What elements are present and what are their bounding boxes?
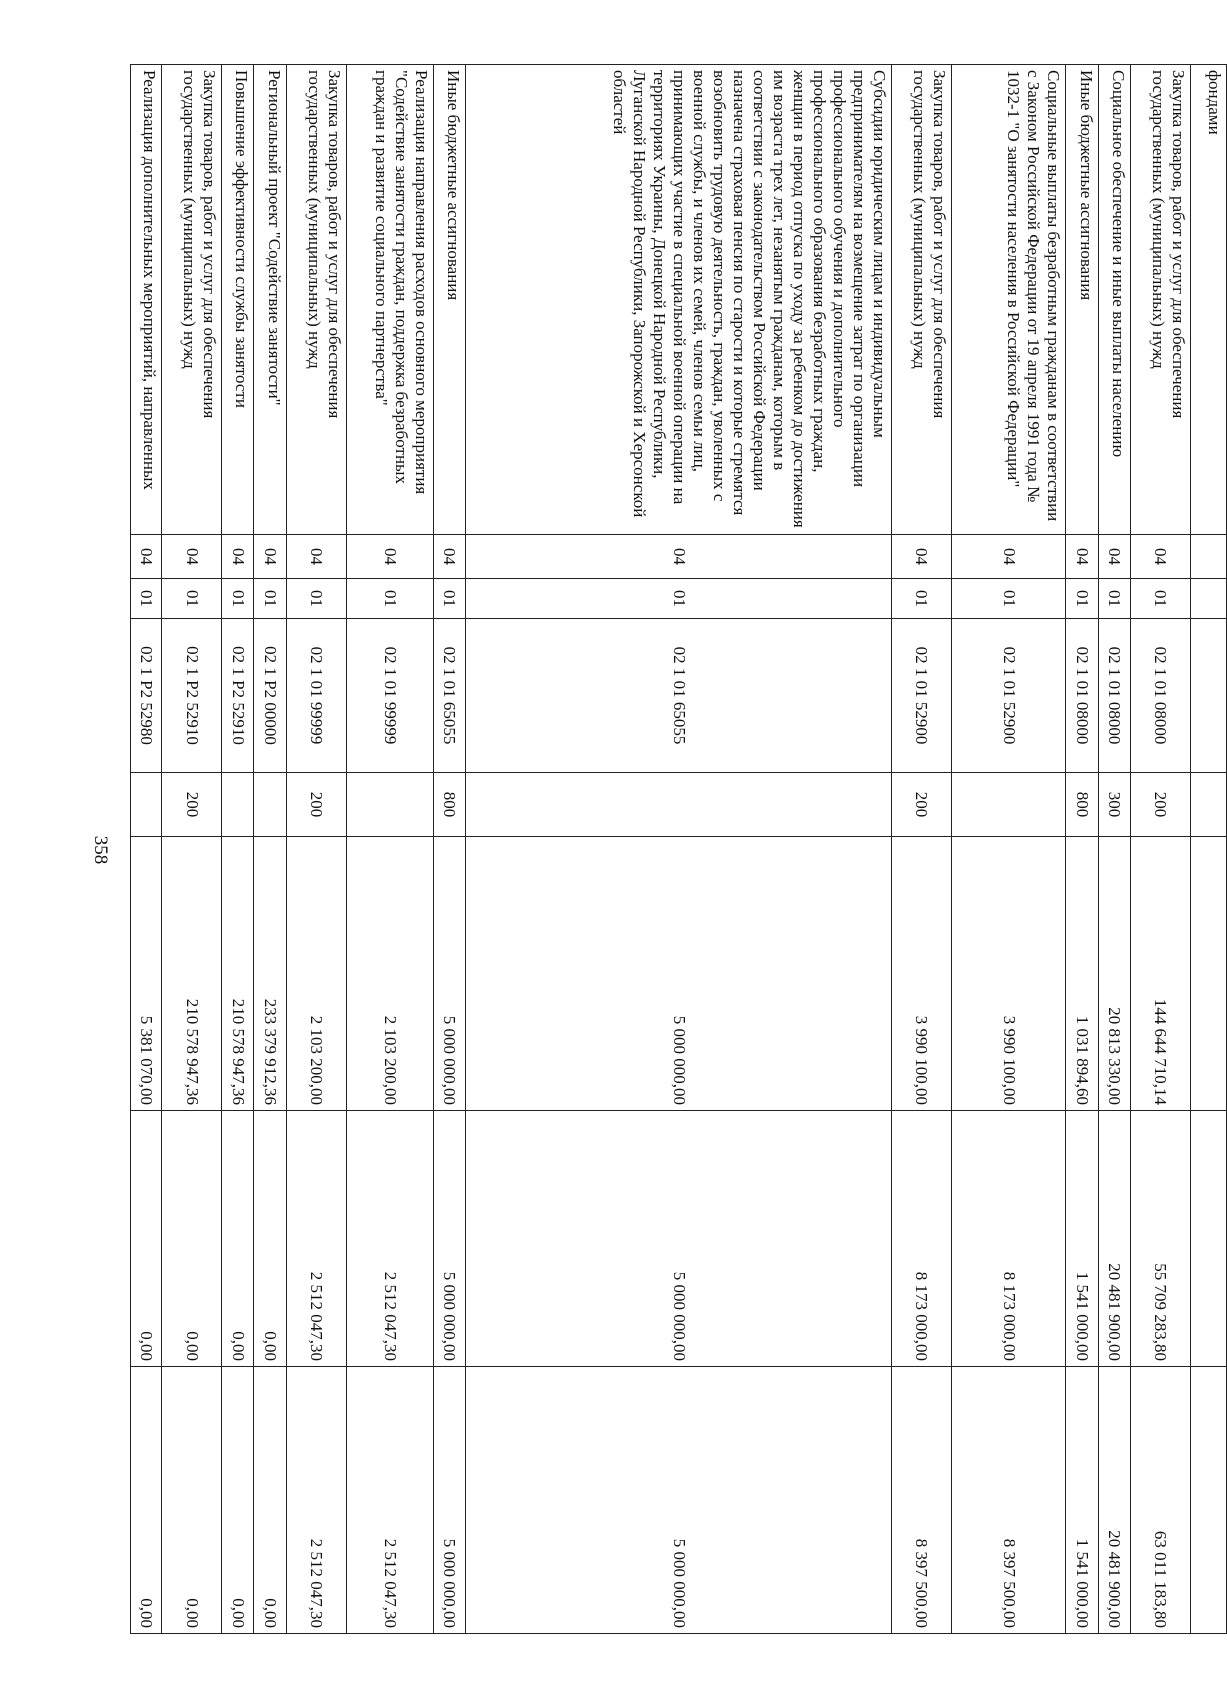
target-article-code: 02 1 01 99999 — [286, 619, 346, 773]
amount-year-1: 210 578 947,36 — [221, 837, 253, 1111]
budget-table — [130, 64, 1227, 1634]
subsection-code: 01 — [286, 579, 346, 619]
row-name: фондами — [1190, 65, 1226, 535]
table-row — [131, 65, 162, 1634]
target-article-code: 02 1 01 08000 — [1098, 619, 1130, 773]
target-article-code: 02 1 01 65055 — [433, 619, 465, 773]
amount-year-2: 2 512 047,30 — [346, 1111, 433, 1367]
amount-year-2: 55 709 283,80 — [1131, 1111, 1191, 1367]
subsection-code: 01 — [131, 579, 162, 619]
amount-year-2: 2 512 047,30 — [286, 1111, 346, 1367]
expense-type-code — [221, 773, 253, 837]
row-name: Закупка товаров, работ и услуг для обеспечения государственных (муниципальных) нужд — [892, 65, 952, 535]
section-code: 04 — [466, 535, 892, 579]
row-name: Региональный проект "Содействие занятости" — [254, 65, 286, 535]
row-name: Повышение эффективности службы занятости — [221, 65, 253, 535]
table-row — [162, 65, 222, 1634]
table-row — [1098, 65, 1130, 1634]
page-number: 358 — [90, 835, 111, 865]
subsection-code: 01 — [892, 579, 952, 619]
subsection-code: 01 — [1098, 579, 1130, 619]
target-article-code: 02 1 Р2 52980 — [131, 619, 162, 773]
amount-year-2: 0,00 — [131, 1111, 162, 1367]
section-code — [1190, 535, 1226, 579]
table-row — [892, 65, 952, 1634]
row-name: Субсидии юридическим лицам и индивидуальным предпринимателям на возмещение затрат по организации профессионального обучения и дополнительного профессионального образования безработных граждан, женщин в период отпуска по уходу за ребенком до достижения им возраста трех лет, незанятым гражданам, которым в соответствии с законодательством Российской Федерации назначена страховая пенсия по старости и которые стремятся возобновить трудовую деятельность, граждан, уволенных с военной службы, и членов их семей, членов семьи лиц, принимающих участие в специальной военной операции на территориях Украины, Донецкой Народной Республики, Луганской Народной Республики, Запорожской и Херсонской областей — [466, 65, 892, 535]
section-code: 04 — [433, 535, 465, 579]
amount-year-3: 8 397 500,00 — [951, 1367, 1066, 1634]
subsection-code: 01 — [466, 579, 892, 619]
amount-year-1: 2 103 200,00 — [286, 837, 346, 1111]
amount-year-1: 144 644 710,14 — [1131, 837, 1191, 1111]
section-code: 04 — [221, 535, 253, 579]
section-code: 04 — [951, 535, 1066, 579]
amount-year-3 — [1190, 1367, 1226, 1634]
expense-type-code: 800 — [1066, 773, 1098, 837]
amount-year-1: 5 000 000,00 — [433, 837, 465, 1111]
row-name: Социальное обеспечение и иные выплаты населению — [1098, 65, 1130, 535]
section-code: 04 — [162, 535, 222, 579]
table-row — [1131, 65, 1191, 1634]
expense-type-code: 200 — [286, 773, 346, 837]
amount-year-3: 20 481 900,00 — [1098, 1367, 1130, 1634]
rotated-table-container — [130, 64, 1227, 1633]
amount-year-3: 0,00 — [162, 1367, 222, 1634]
target-article-code: 02 1 01 08000 — [1066, 619, 1098, 773]
expense-type-code: 200 — [1131, 773, 1191, 837]
row-name: Реализация направления расходов основного мероприятия "Содействие занятости граждан, поддержка безработных граждан и развитие социального партнерства" — [346, 65, 433, 535]
amount-year-1: 3 990 100,00 — [951, 837, 1066, 1111]
amount-year-2: 5 000 000,00 — [433, 1111, 465, 1367]
subsection-code: 01 — [221, 579, 253, 619]
expense-type-code — [466, 773, 892, 837]
amount-year-2: 0,00 — [162, 1111, 222, 1367]
section-code: 04 — [131, 535, 162, 579]
target-article-code: 02 1 01 99999 — [346, 619, 433, 773]
subsection-code — [1190, 579, 1226, 619]
amount-year-1: 3 990 100,00 — [892, 837, 952, 1111]
expense-type-code — [131, 773, 162, 837]
target-article-code: 02 1 01 52900 — [951, 619, 1066, 773]
target-article-code: 02 1 01 08000 — [1131, 619, 1191, 773]
amount-year-2: 0,00 — [254, 1111, 286, 1367]
amount-year-2: 0,00 — [221, 1111, 253, 1367]
amount-year-1: 20 813 330,00 — [1098, 837, 1130, 1111]
row-name: Закупка товаров, работ и услуг для обеспечения государственных (муниципальных) нужд — [162, 65, 222, 535]
expense-type-code — [951, 773, 1066, 837]
amount-year-2: 20 481 900,00 — [1098, 1111, 1130, 1367]
amount-year-1: 2 103 200,00 — [346, 837, 433, 1111]
table-row — [346, 65, 433, 1634]
rotated-page — [130, 64, 1227, 1633]
section-code: 04 — [1131, 535, 1191, 579]
amount-year-3: 5 000 000,00 — [466, 1367, 892, 1634]
expense-type-code: 200 — [892, 773, 952, 837]
target-article-code: 02 1 Р2 52910 — [162, 619, 222, 773]
subsection-code: 01 — [1131, 579, 1191, 619]
amount-year-2: 8 173 000,00 — [892, 1111, 952, 1367]
table-row — [1066, 65, 1098, 1634]
expense-type-code: 300 — [1098, 773, 1130, 837]
expense-type-code — [1190, 773, 1226, 837]
row-name: Иные бюджетные ассигнования — [1066, 65, 1098, 535]
amount-year-1: 210 578 947,36 — [162, 837, 222, 1111]
amount-year-3: 0,00 — [221, 1367, 253, 1634]
section-code: 04 — [1098, 535, 1130, 579]
amount-year-1: 1 031 894,60 — [1066, 837, 1098, 1111]
table-row — [286, 65, 346, 1634]
row-name: Закупка товаров, работ и услуг для обеспечения государственных (муниципальных) нужд — [286, 65, 346, 535]
table-row — [951, 65, 1066, 1634]
amount-year-3: 8 397 500,00 — [892, 1367, 952, 1634]
section-code: 04 — [346, 535, 433, 579]
amount-year-3: 2 512 047,30 — [346, 1367, 433, 1634]
target-article-code — [1190, 619, 1226, 773]
target-article-code: 02 1 Р2 52910 — [221, 619, 253, 773]
section-code: 04 — [254, 535, 286, 579]
amount-year-1: 5 000 000,00 — [466, 837, 892, 1111]
subsection-code: 01 — [951, 579, 1066, 619]
subsection-code: 01 — [346, 579, 433, 619]
row-name: Социальные выплаты безработным гражданам в соответствии с Законом Российской Федерации от 19 апреля 1991 года № 1032-1 "О занятости населения в Российской Федерации" — [951, 65, 1066, 535]
amount-year-1: 233 379 912,36 — [254, 837, 286, 1111]
expense-type-code: 800 — [433, 773, 465, 837]
expense-type-code — [254, 773, 286, 837]
table-row — [254, 65, 286, 1634]
row-name: Закупка товаров, работ и услуг для обеспечения государственных (муниципальных) нужд — [1131, 65, 1191, 535]
table-row — [466, 65, 892, 1634]
target-article-code: 02 1 01 65055 — [466, 619, 892, 773]
table-row — [1190, 65, 1226, 1634]
section-code: 04 — [892, 535, 952, 579]
amount-year-3: 63 011 183,80 — [1131, 1367, 1191, 1634]
table-row — [433, 65, 465, 1634]
amount-year-1: 5 381 070,00 — [131, 837, 162, 1111]
amount-year-3: 0,00 — [254, 1367, 286, 1634]
row-name: Реализация дополнительных мероприятий, направленных — [131, 65, 162, 535]
expense-type-code — [346, 773, 433, 837]
amount-year-2: 5 000 000,00 — [466, 1111, 892, 1367]
expense-type-code: 200 — [162, 773, 222, 837]
amount-year-2 — [1190, 1111, 1226, 1367]
amount-year-3: 2 512 047,30 — [286, 1367, 346, 1634]
amount-year-1 — [1190, 837, 1226, 1111]
target-article-code: 02 1 01 52900 — [892, 619, 952, 773]
section-code: 04 — [286, 535, 346, 579]
section-code: 04 — [1066, 535, 1098, 579]
target-article-code: 02 1 Р2 00000 — [254, 619, 286, 773]
subsection-code: 01 — [162, 579, 222, 619]
row-name: Иные бюджетные ассигнования — [433, 65, 465, 535]
amount-year-3: 1 541 000,00 — [1066, 1367, 1098, 1634]
amount-year-3: 5 000 000,00 — [433, 1367, 465, 1634]
table-body — [131, 65, 1227, 1634]
amount-year-2: 8 173 000,00 — [951, 1111, 1066, 1367]
subsection-code: 01 — [1066, 579, 1098, 619]
table-row — [221, 65, 253, 1634]
amount-year-2: 1 541 000,00 — [1066, 1111, 1098, 1367]
amount-year-3: 0,00 — [131, 1367, 162, 1634]
subsection-code: 01 — [254, 579, 286, 619]
subsection-code: 01 — [433, 579, 465, 619]
